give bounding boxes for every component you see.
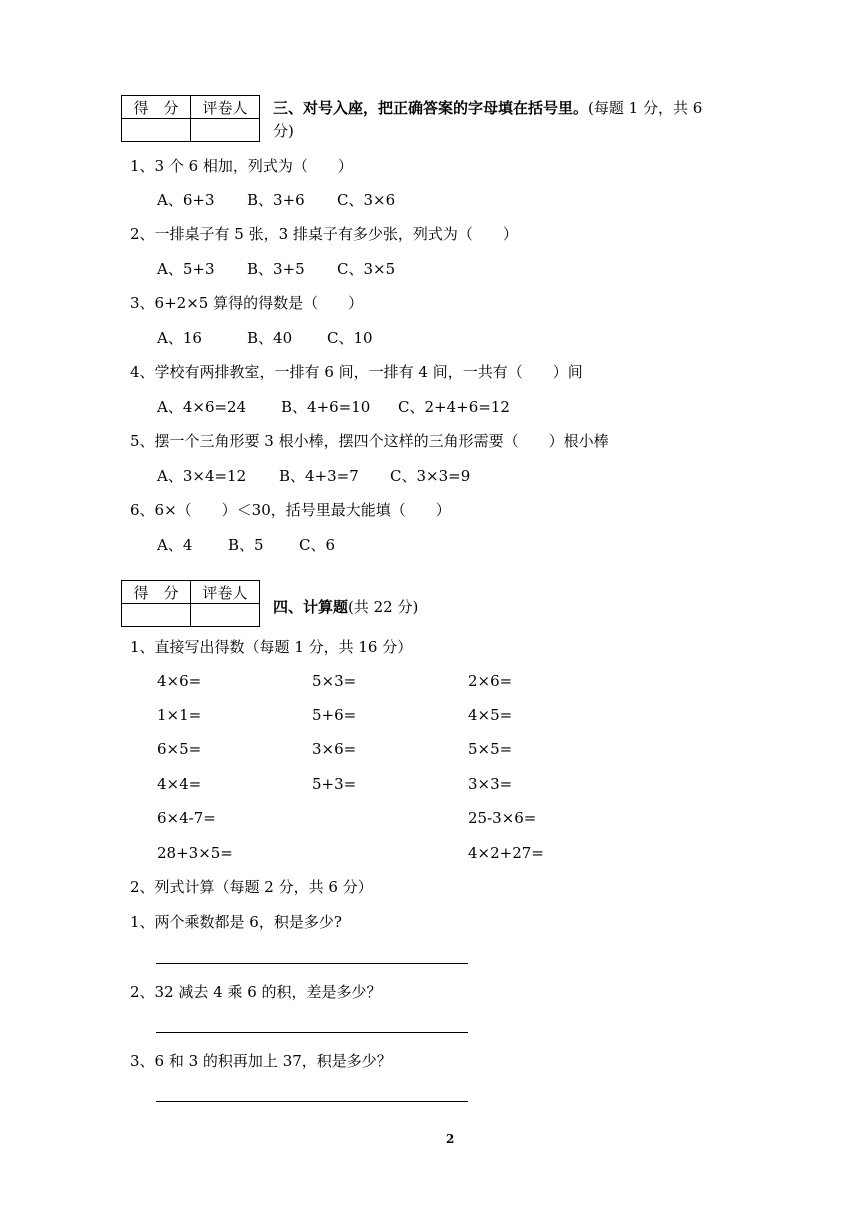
calc-item: 4×6=: [157, 672, 202, 690]
question-6: 6、6×（ ）＜30，括号里最大能填（ ）: [130, 501, 451, 519]
option-b: B、5: [228, 536, 264, 554]
option-a: A、4×6=24: [157, 398, 247, 416]
option-c: C、3×3=9: [390, 467, 471, 485]
part2-title: 2、列式计算（每题 2 分，共 6 分）: [130, 878, 373, 896]
word-problem-3: 3、6 和 3 的积再加上 37，积是多少？: [130, 1052, 392, 1070]
calc-item: 5+6=: [312, 706, 357, 724]
calc-item: 5×5=: [468, 740, 513, 758]
score-header: 得 分: [122, 96, 191, 119]
option-b: B、3+5: [247, 260, 305, 278]
grader-cell[interactable]: [191, 119, 260, 142]
option-b: B、4+6=10: [281, 398, 371, 416]
calc-item: 1×1=: [157, 706, 202, 724]
calc-item: 2×6=: [468, 672, 513, 690]
section3-note: (每题 1 分，共 6: [588, 99, 703, 117]
option-a: A、4: [157, 536, 193, 554]
calc-item: 4×5=: [468, 706, 513, 724]
option-c: C、2+4+6=12: [398, 398, 510, 416]
option-b: B、3+6: [247, 191, 305, 209]
score-box-section3: [121, 95, 260, 142]
score-box-section4: [121, 580, 260, 627]
word-problem-1: 1、两个乘数都是 6，积是多少?: [130, 913, 342, 931]
option-c: C、10: [327, 329, 373, 347]
score-header: 得 分: [122, 581, 191, 604]
grader-header: 评卷人: [191, 581, 260, 604]
page-number: 2: [446, 1132, 455, 1146]
answer-line[interactable]: [156, 963, 468, 964]
option-a: A、16: [157, 329, 202, 347]
calc-item: 3×6=: [312, 740, 357, 758]
word-problem-2: 2、32 减去 4 乘 6 的积，差是多少？: [130, 983, 382, 1001]
option-a: A、6+3: [157, 191, 215, 209]
grader-header: 评卷人: [191, 96, 260, 119]
option-a: A、5+3: [157, 260, 215, 278]
calc-item: 25-3×6=: [468, 809, 537, 827]
calc-item: 5×3=: [312, 672, 357, 690]
calc-item: 6×4-7=: [157, 809, 216, 827]
question-1: 1、3 个 6 相加，列式为（ ）: [130, 157, 353, 175]
option-b: B、40: [247, 329, 293, 347]
score-cell[interactable]: [122, 604, 191, 627]
question-3: 3、6+2×5 算得的得数是（ ）: [130, 294, 364, 312]
score-cell[interactable]: [122, 119, 191, 142]
calc-item: 28+3×5=: [157, 844, 233, 862]
grader-cell[interactable]: [191, 604, 260, 627]
question-2: 2、一排桌子有 5 张，3 排桌子有多少张，列式为（ ）: [130, 225, 518, 243]
section3-note-cont: 分): [273, 122, 294, 140]
section3-title: 三、对号入座，把正确答案的字母填在括号里。: [273, 99, 589, 117]
question-4: 4、学校有两排教室，一排有 6 间，一排有 4 间，一共有（ ）间: [130, 363, 583, 381]
question-5: 5、摆一个三角形要 3 根小棒，摆四个这样的三角形需要（ ）根小棒: [130, 432, 609, 450]
calc-item: 4×2+27=: [468, 844, 544, 862]
option-c: C、6: [299, 536, 336, 554]
option-b: B、4+3=7: [279, 467, 359, 485]
section4-note: (共 22 分): [348, 598, 419, 616]
calc-item: 6×5=: [157, 740, 202, 758]
option-a: A、3×4=12: [157, 467, 247, 485]
calc-item: 4×4=: [157, 775, 202, 793]
answer-line[interactable]: [156, 1101, 468, 1102]
option-c: C、3×6: [337, 191, 396, 209]
calc-item: 3×3=: [468, 775, 513, 793]
answer-line[interactable]: [156, 1032, 468, 1033]
section4-title: 四、计算题: [273, 598, 349, 616]
section4-heading: [273, 597, 418, 617]
section3-heading: [273, 98, 702, 118]
part1-title: 1、直接写出得数（每题 1 分，共 16 分）: [130, 638, 413, 656]
option-c: C、3×5: [337, 260, 396, 278]
calc-item: 5+3=: [312, 775, 357, 793]
